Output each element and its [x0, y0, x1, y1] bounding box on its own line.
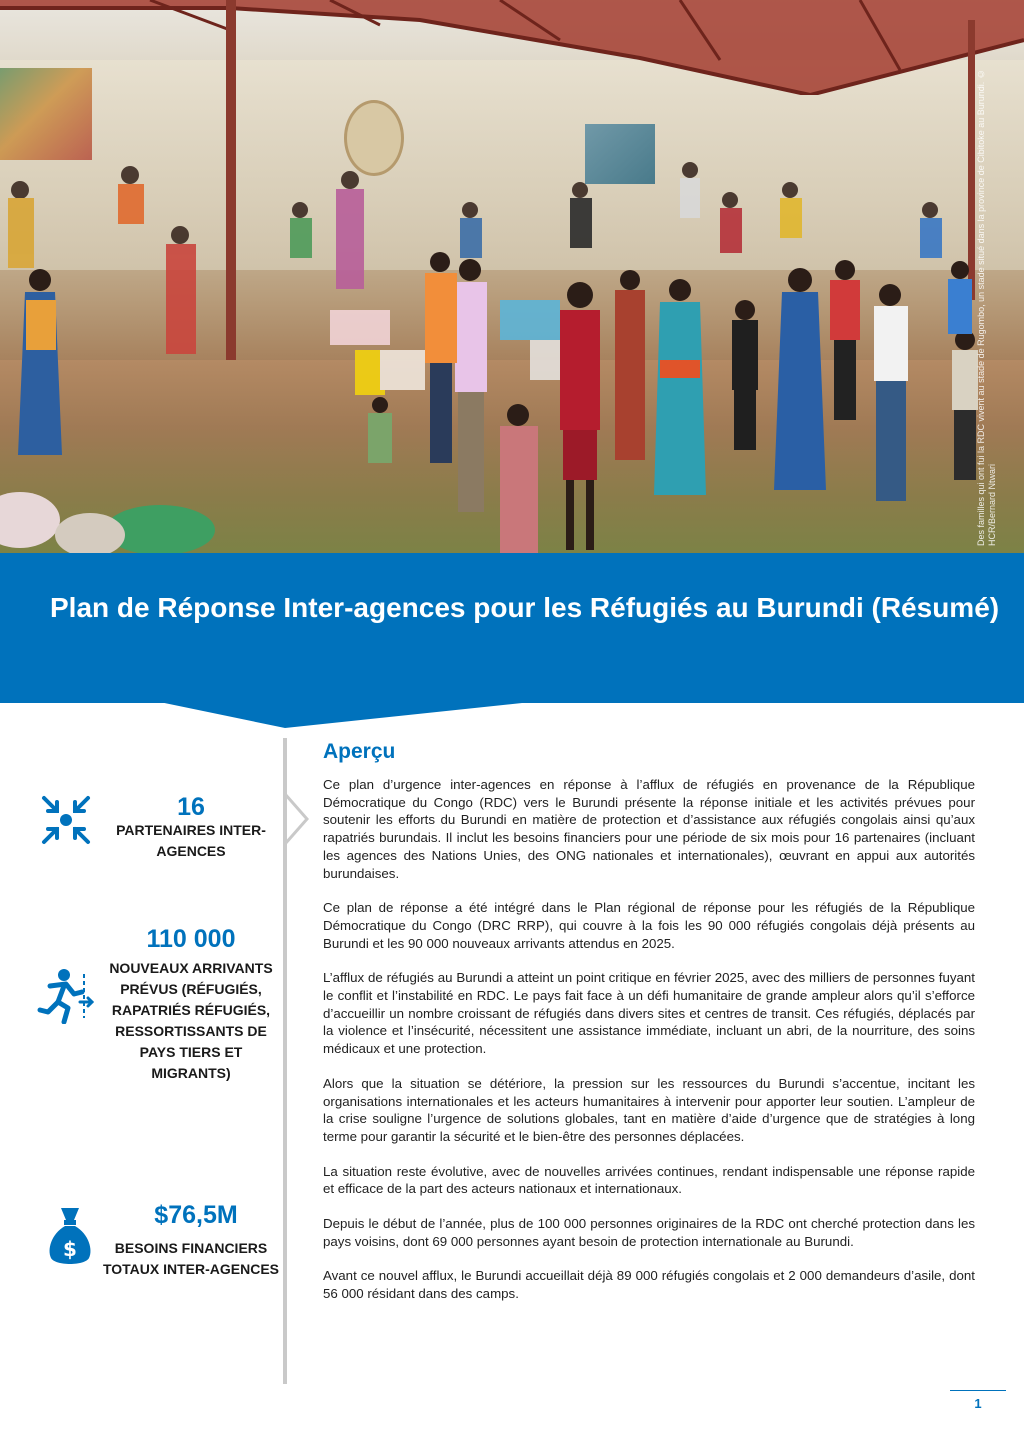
stat-value-arrivals: 110 000: [146, 925, 236, 953]
overview-paragraph: Ce plan d’urgence inter-agences en réponse à l’afflux de réfugiés en provenance de la République Démocratique du Congo (RDC) vers le Burundi présente la réponse initiale et les activités prévues pour soutenir les efforts du Burundi en matière de protection et d’assistance aux réfugiés congolais ainsi qu’aux rapatriés burundais. Il inclut les besoins financiers pour une période de six mois pour 16 partenaires (incluant les agences des Nations Unies, des ONG nationales et internationales), œuvrant en appui aux autorités burundaises.: [323, 777, 975, 881]
converging-arrows-icon: [40, 794, 92, 846]
page-title: Plan de Réponse Inter-agences pour les Réfugiés au Burundi (Résumé): [50, 592, 1000, 623]
stat-label-partners: PARTENAIRES INTER-AGENCES: [116, 822, 266, 859]
stats-column: [0, 730, 290, 1390]
overview-paragraph: Depuis le début de l’année, plus de 100 000 personnes originaires de la RDC ont cherché protection dans les pays voisins, dont 69 000 personnes ayant besoin de protection internationale au Burundi.: [323, 1216, 975, 1249]
running-person-icon: [36, 968, 94, 1024]
page-number-rule: [950, 1390, 1006, 1391]
stat-label-arrivals: NOUVEAUX ARRIVANTS PRÉVUS (RÉFUGIÉS, RAPATRIÉS RÉFUGIÉS, RESSORTISSANTS DE PAYS TIERS ET MIGRANTS): [109, 960, 273, 1081]
overview-paragraph: La situation reste évolutive, avec de nouvelles arrivées continues, rendant indispensable une réponse rapide et efficace de la part des acteurs nationaux et internationaux.: [323, 1163, 975, 1197]
stat-label-funding: BESOINS FINANCIERS TOTAUX INTER-AGENCES: [102, 1240, 280, 1277]
svg-text:$: $: [63, 1237, 77, 1261]
chevron-right-icon: [284, 793, 310, 845]
overview-body: [323, 776, 975, 1320]
stat-value-partners: 16: [177, 793, 205, 821]
overview-heading: Aperçu: [323, 740, 396, 763]
overview-paragraph: L’afflux de réfugiés au Burundi a atteint un point critique en février 2025, avec des milliers de personnes fuyant le conflit et l’instabilité en RDC. Le pays fait face à un défi humanitaire de grande ampleur alors qu’il s’efforce d’accueillir un nombre croissant de réfugiés dans divers sites et centres de transit. Ces réfugiés, déplacés par la violence et l’insécurité, nécessitent une assistance immédiate, incluant un abri, de la nourriture, des soins médicaux et une protection.: [323, 970, 975, 1057]
photo-roof: [0, 0, 1024, 95]
page-number: 1: [974, 1396, 982, 1411]
hero-photo: [0, 0, 1024, 553]
overview-paragraph: Alors que la situation se détériore, la pression sur les ressources du Burundi s’accentue, incitant les organisations internationales et les acteurs humanitaires à intervenir pour apporter leur soutien. L’ampleur de la crise souligne l’urgence de solutions globales, tant en matière d’aide d’urgence que de stratégies à long terme pour garantir la sécurité et le bien-être des personnes déplacées.: [323, 1075, 975, 1144]
title-band: [0, 553, 1024, 703]
overview-paragraph: Avant ce nouvel afflux, le Burundi accueillait déjà 89 000 réfugiés congolais et 2 000 demandeurs d’asile, dont 56 000 résidant dans des camps.: [323, 1268, 975, 1302]
overview-paragraph: Ce plan de réponse a été intégré dans le Plan régional de réponse pour les réfugiés de la République Démocratique du Congo (DRC RRP), qui couvre à la fois les 90 000 réfugiés congolais déjà présents au Burundi et les 90 000 nouveaux arrivants attendus en 2025.: [323, 900, 975, 951]
photo-crowd: [0, 150, 1024, 553]
photo-caption: Des familles qui ont fui la RDC vivent au stade de Rugombo, un stade situé dans la province de Cibitoke au Burundi. © HCR/Bernard Ntwari: [976, 69, 997, 546]
stat-value-funding: $76,5M: [154, 1201, 238, 1229]
money-bag-icon: [47, 1206, 93, 1268]
title-band-notch: [0, 700, 1024, 730]
